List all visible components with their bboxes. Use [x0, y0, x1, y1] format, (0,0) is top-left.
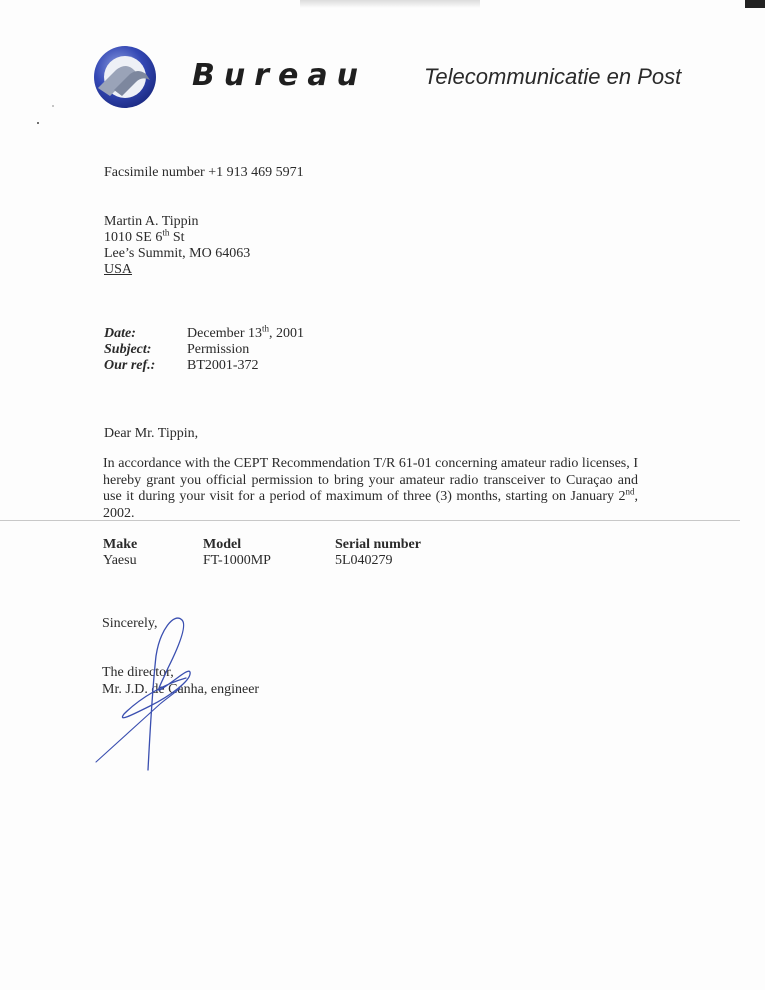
- street-number: 1010 SE 6: [104, 230, 163, 245]
- date-main: December 13: [187, 326, 263, 341]
- model-column: [203, 537, 271, 569]
- serial-column: [335, 537, 421, 569]
- recipient-city: Lee’s Summit, MO 64063: [104, 246, 251, 261]
- letterhead-subtitle: Telecommunicatie en Post: [424, 64, 682, 89]
- letter-body: [103, 456, 638, 522]
- fax-number: Facsimile number +1 913 469 5971: [104, 165, 304, 180]
- scan-speck: [52, 105, 54, 107]
- scan-edge-mark: [745, 0, 765, 8]
- make-header: Make: [103, 537, 138, 552]
- body-text: In accordance with the CEPT Recommendation T/R 61-01 concerning amateur radio licenses, I hereby grant you official permission to bring your amateur radio transceiver to Curaçao and use it during your visit for a period of maximum of three (3) months, starting on January 2: [103, 456, 638, 504]
- paper-fold-line: [0, 520, 740, 521]
- letterhead-brand: Bureau: [192, 58, 367, 93]
- make-column: [103, 537, 137, 569]
- ref-value: BT2001-372: [187, 358, 259, 373]
- date-sup: th: [262, 323, 270, 334]
- body-text-end: , 2002.: [103, 489, 638, 521]
- subject-value: Permission: [187, 342, 250, 357]
- scan-shadow: [300, 0, 480, 8]
- handwritten-signature: [90, 612, 210, 772]
- ref-label: Our ref.:: [104, 358, 156, 373]
- model-header: Model: [203, 537, 242, 552]
- make-value: Yaesu: [103, 553, 137, 568]
- scan-speck: [37, 122, 39, 124]
- closing-sincerely: Sincerely,: [102, 616, 158, 631]
- bureau-logo-icon: [92, 44, 158, 110]
- model-value: FT-1000MP: [203, 553, 271, 568]
- signatory-title: The director,: [102, 665, 174, 680]
- letterhead: [192, 58, 712, 94]
- signatory-name: Mr. J.D. de Canha, engineer: [102, 682, 260, 697]
- recipient-country: USA: [104, 262, 133, 277]
- recipient-street: [104, 227, 250, 246]
- salutation: Dear Mr. Tippin,: [104, 426, 199, 441]
- serial-header: Serial number: [335, 537, 421, 552]
- date-label: Date:: [104, 326, 136, 341]
- subject-label: Subject:: [104, 342, 152, 357]
- recipient-name: Martin A. Tippin: [104, 214, 199, 229]
- recipient-address: [104, 214, 250, 278]
- street-suffix: St: [169, 230, 185, 245]
- street-sup: th: [162, 227, 170, 238]
- body-sup: nd: [625, 486, 635, 497]
- date-year: , 2001: [269, 326, 305, 341]
- date-value: [187, 323, 305, 342]
- serial-value: 5L040279: [335, 553, 393, 568]
